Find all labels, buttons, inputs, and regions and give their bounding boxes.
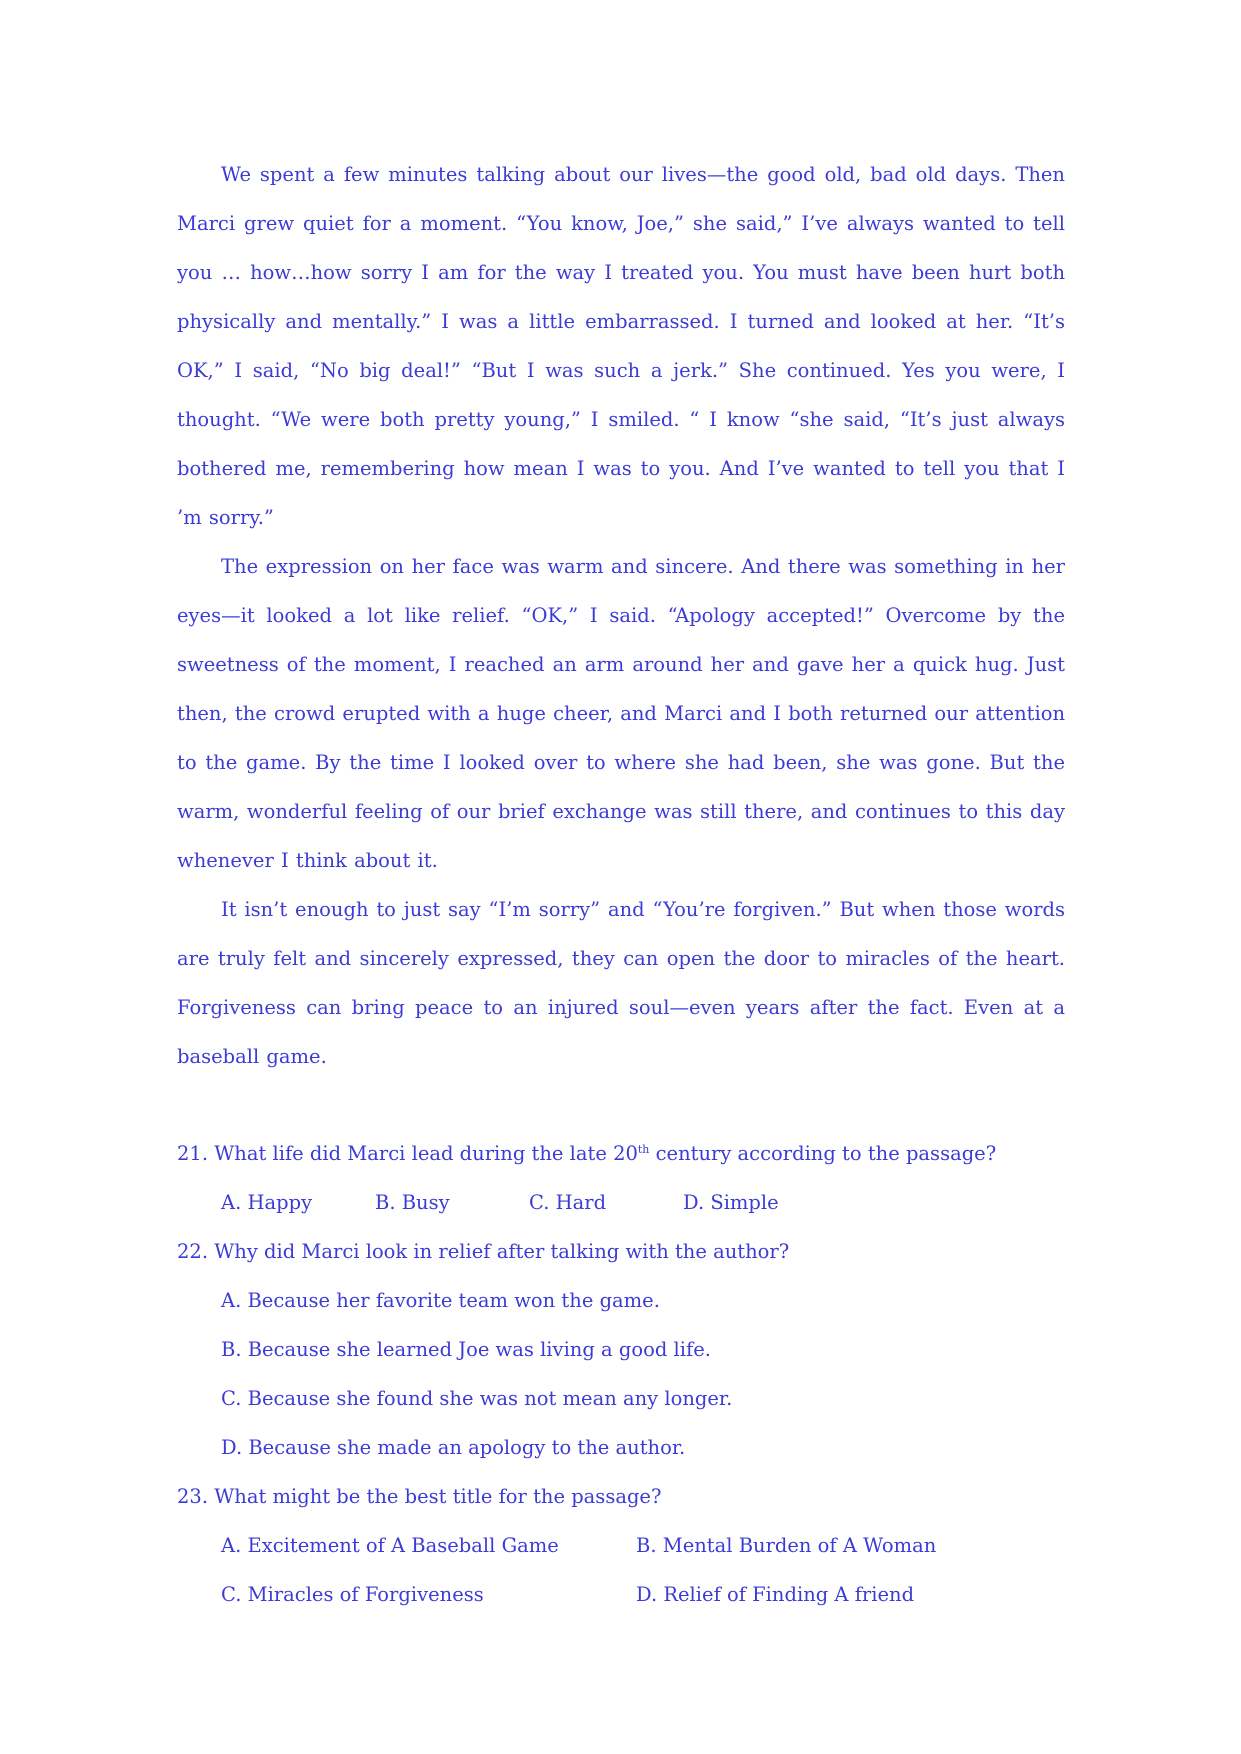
question-number: 23. xyxy=(177,1485,209,1508)
document-page xyxy=(177,150,1065,1619)
option-a[interactable]: A. Excitement of A Baseball Game xyxy=(221,1534,559,1557)
question-number: 22. xyxy=(177,1240,209,1263)
option-d[interactable]: D. Simple xyxy=(683,1191,779,1214)
options-row xyxy=(177,1570,1065,1619)
option-d[interactable]: D. Relief of Finding A friend xyxy=(636,1583,915,1606)
question-23 xyxy=(177,1472,1065,1619)
passage-paragraph-2: The expression on her face was warm and sincere. And there was something in her eyes—it looked a lot like relief. “OK,” I said. “Apology accepted!” Overcome by the sweetness of the moment, I reached an arm around her and gave her a quick hug. Just then, the crowd erupted with a huge cheer, and Marci and I both returned our attention to the game. By the time I looked over to where she had been, she was gone. But the warm, wonderful feeling of our brief exchange was still there, and continues to this day whenever I think about it. xyxy=(177,555,1065,872)
question-22 xyxy=(177,1227,1065,1472)
question-text-end: century according to the passage? xyxy=(649,1142,997,1165)
option-a[interactable]: A. Because her favorite team won the game. xyxy=(221,1289,660,1312)
question-text: What might be the best title for the passage? xyxy=(214,1485,662,1508)
question-text: What life did Marci lead during the late 20 xyxy=(214,1142,638,1165)
option-a[interactable]: A. Happy xyxy=(221,1191,313,1214)
question-list xyxy=(177,1129,1065,1619)
option-c[interactable]: C. Hard xyxy=(529,1191,607,1214)
option-b[interactable]: B. Mental Burden of A Woman xyxy=(636,1534,937,1557)
question-text: Why did Marci look in relief after talking with the author? xyxy=(214,1240,790,1263)
passage-paragraph-3: It isn’t enough to just say “I’m sorry” and “You’re forgiven.” But when those words are truly felt and sincerely expressed, they can open the door to miracles of the heart. Forgiveness can bring peace to an injured soul—even years after the fact. Even at a baseball game. xyxy=(177,898,1065,1068)
reading-passage xyxy=(177,150,1065,1081)
options-row xyxy=(177,1521,1065,1570)
option-b[interactable]: B. Busy xyxy=(375,1191,450,1214)
option-c[interactable]: C. Miracles of Forgiveness xyxy=(221,1583,484,1606)
option-b[interactable]: B. Because she learned Joe was living a good life. xyxy=(221,1338,711,1361)
question-21 xyxy=(177,1129,1065,1227)
options-row xyxy=(177,1178,1065,1227)
question-stem xyxy=(177,1227,1065,1276)
question-stem xyxy=(177,1129,1065,1178)
passage-paragraph-1: We spent a few minutes talking about our lives—the good old, bad old days. Then Marci grew quiet for a moment. “You know, Joe,” she said,” I’ve always wanted to tell you … how…how sorry I am for the way I treated you. You must have been hurt both physically and mentally.” I was a little embarrassed. I turned and looked at her. “It’s OK,” I said, “No big deal!” “But I was such a jerk.” She continued. Yes you were, I thought. “We were both pretty young,” I smiled. “ I know “she said, “It’s just always bothered me, remembering how mean I was to you. And I’ve wanted to tell you that I ’m sorry.” xyxy=(177,163,1065,529)
question-stem xyxy=(177,1472,1065,1521)
option-d[interactable]: D. Because she made an apology to the author. xyxy=(221,1436,686,1459)
option-c[interactable]: C. Because she found she was not mean any longer. xyxy=(221,1387,733,1410)
question-number: 21. xyxy=(177,1142,209,1165)
ordinal-suffix: th xyxy=(637,1143,650,1156)
